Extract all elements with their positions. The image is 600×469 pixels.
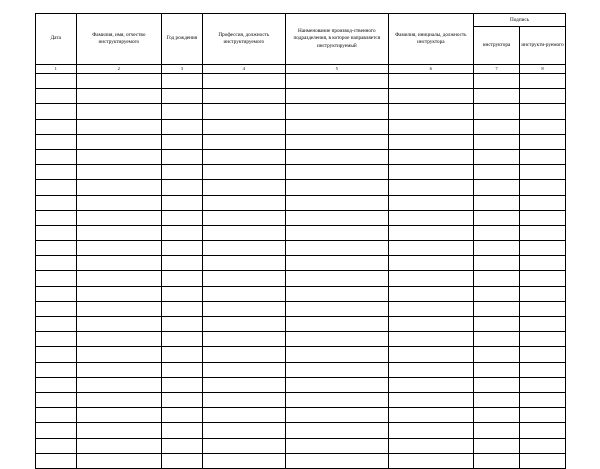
- cell-date[interactable]: [36, 256, 77, 271]
- cell-division[interactable]: [286, 438, 389, 453]
- cell-sign-instructor[interactable]: [474, 134, 520, 149]
- cell-date[interactable]: [36, 453, 77, 468]
- column-number-3: 3: [162, 65, 203, 74]
- table-row: [36, 392, 566, 407]
- cell-sign-instructed[interactable]: [519, 423, 565, 438]
- cell-fio[interactable]: [76, 256, 161, 271]
- cell-sign-instructed[interactable]: [519, 271, 565, 286]
- column-header-date: Дата: [36, 14, 77, 65]
- table-row: [36, 438, 566, 453]
- header-row-titles: [36, 14, 566, 27]
- cell-fio[interactable]: [76, 74, 161, 89]
- table-row: [36, 317, 566, 332]
- cell-birth-year[interactable]: [162, 392, 203, 407]
- cell-birth-year[interactable]: [162, 286, 203, 301]
- cell-division[interactable]: [286, 119, 389, 134]
- cell-division[interactable]: [286, 301, 389, 316]
- cell-sign-instructed[interactable]: [519, 301, 565, 316]
- cell-profession[interactable]: [202, 256, 285, 271]
- cell-birth-year[interactable]: [162, 362, 203, 377]
- cell-instructor[interactable]: [388, 165, 473, 180]
- cell-instructor[interactable]: [388, 438, 473, 453]
- cell-profession[interactable]: [202, 392, 285, 407]
- cell-division[interactable]: [286, 453, 389, 468]
- cell-birth-year[interactable]: [162, 134, 203, 149]
- cell-date[interactable]: [36, 271, 77, 286]
- cell-date[interactable]: [36, 89, 77, 104]
- cell-instructor[interactable]: [388, 453, 473, 468]
- cell-division[interactable]: [286, 347, 389, 362]
- cell-sign-instructor[interactable]: [474, 119, 520, 134]
- cell-sign-instructor[interactable]: [474, 89, 520, 104]
- cell-profession[interactable]: [202, 317, 285, 332]
- cell-fio[interactable]: [76, 362, 161, 377]
- cell-fio[interactable]: [76, 195, 161, 210]
- table-row: [36, 256, 566, 271]
- cell-division[interactable]: [286, 74, 389, 89]
- column-number-8: 8: [519, 65, 565, 74]
- cell-instructor[interactable]: [388, 423, 473, 438]
- cell-sign-instructed[interactable]: [519, 392, 565, 407]
- cell-profession[interactable]: [202, 104, 285, 119]
- column-header-profession: Профессия, должность инструктируемого: [202, 14, 285, 65]
- cell-profession[interactable]: [202, 210, 285, 225]
- cell-date[interactable]: [36, 377, 77, 392]
- cell-sign-instructed[interactable]: [519, 317, 565, 332]
- cell-date[interactable]: [36, 332, 77, 347]
- table-row: [36, 149, 566, 164]
- cell-sign-instructor[interactable]: [474, 423, 520, 438]
- cell-birth-year[interactable]: [162, 104, 203, 119]
- cell-birth-year[interactable]: [162, 74, 203, 89]
- cell-sign-instructor[interactable]: [474, 332, 520, 347]
- table-row: [36, 453, 566, 468]
- cell-fio[interactable]: [76, 332, 161, 347]
- cell-sign-instructor[interactable]: [474, 165, 520, 180]
- column-header-fio-instructed: Фамилия, имя, отчество инструктируемого: [76, 14, 161, 65]
- cell-sign-instructor[interactable]: [474, 408, 520, 423]
- cell-fio[interactable]: [76, 104, 161, 119]
- cell-date[interactable]: [36, 438, 77, 453]
- table-row: [36, 377, 566, 392]
- cell-sign-instructor[interactable]: [474, 241, 520, 256]
- column-header-division: Наименование производ-ственного подразделения, в которое направляется инструктируемый: [286, 14, 389, 65]
- cell-fio[interactable]: [76, 165, 161, 180]
- cell-division[interactable]: [286, 256, 389, 271]
- cell-sign-instructor[interactable]: [474, 104, 520, 119]
- cell-profession[interactable]: [202, 286, 285, 301]
- cell-birth-year[interactable]: [162, 149, 203, 164]
- cell-instructor[interactable]: [388, 377, 473, 392]
- cell-fio[interactable]: [76, 89, 161, 104]
- table-row: [36, 423, 566, 438]
- cell-instructor[interactable]: [388, 241, 473, 256]
- column-header-birth-year: Год рождения: [162, 14, 203, 65]
- table-row: [36, 195, 566, 210]
- cell-fio[interactable]: [76, 286, 161, 301]
- cell-sign-instructed[interactable]: [519, 89, 565, 104]
- cell-sign-instructor[interactable]: [474, 347, 520, 362]
- cell-profession[interactable]: [202, 165, 285, 180]
- cell-sign-instructor[interactable]: [474, 210, 520, 225]
- cell-profession[interactable]: [202, 362, 285, 377]
- cell-sign-instructor[interactable]: [474, 286, 520, 301]
- cell-division[interactable]: [286, 271, 389, 286]
- table-row: [36, 104, 566, 119]
- column-number-1: 1: [36, 65, 77, 74]
- cell-division[interactable]: [286, 180, 389, 195]
- cell-date[interactable]: [36, 362, 77, 377]
- cell-sign-instructed[interactable]: [519, 180, 565, 195]
- cell-date[interactable]: [36, 195, 77, 210]
- column-number-row: [36, 65, 566, 74]
- cell-sign-instructed[interactable]: [519, 438, 565, 453]
- cell-division[interactable]: [286, 104, 389, 119]
- cell-birth-year[interactable]: [162, 210, 203, 225]
- cell-profession[interactable]: [202, 180, 285, 195]
- cell-fio[interactable]: [76, 241, 161, 256]
- cell-birth-year[interactable]: [162, 180, 203, 195]
- cell-sign-instructed[interactable]: [519, 104, 565, 119]
- cell-division[interactable]: [286, 210, 389, 225]
- table-row: [36, 134, 566, 149]
- cell-birth-year[interactable]: [162, 89, 203, 104]
- cell-sign-instructed[interactable]: [519, 453, 565, 468]
- table-row: [36, 241, 566, 256]
- cell-division[interactable]: [286, 317, 389, 332]
- cell-instructor[interactable]: [388, 332, 473, 347]
- cell-fio[interactable]: [76, 423, 161, 438]
- cell-sign-instructor[interactable]: [474, 301, 520, 316]
- cell-division[interactable]: [286, 89, 389, 104]
- cell-sign-instructor[interactable]: [474, 225, 520, 240]
- cell-profession[interactable]: [202, 423, 285, 438]
- cell-fio[interactable]: [76, 377, 161, 392]
- cell-profession[interactable]: [202, 271, 285, 286]
- cell-instructor[interactable]: [388, 347, 473, 362]
- cell-sign-instructor[interactable]: [474, 392, 520, 407]
- cell-date[interactable]: [36, 392, 77, 407]
- cell-profession[interactable]: [202, 438, 285, 453]
- cell-instructor[interactable]: [388, 392, 473, 407]
- cell-date[interactable]: [36, 180, 77, 195]
- cell-instructor[interactable]: [388, 119, 473, 134]
- table-body: [36, 74, 566, 469]
- cell-birth-year[interactable]: [162, 195, 203, 210]
- cell-instructor[interactable]: [388, 271, 473, 286]
- cell-date[interactable]: [36, 119, 77, 134]
- cell-profession[interactable]: [202, 408, 285, 423]
- table-row: [36, 286, 566, 301]
- cell-division[interactable]: [286, 195, 389, 210]
- cell-fio[interactable]: [76, 210, 161, 225]
- cell-fio[interactable]: [76, 225, 161, 240]
- cell-date[interactable]: [36, 210, 77, 225]
- cell-instructor[interactable]: [388, 286, 473, 301]
- cell-profession[interactable]: [202, 195, 285, 210]
- cell-birth-year[interactable]: [162, 423, 203, 438]
- cell-birth-year[interactable]: [162, 165, 203, 180]
- cell-instructor[interactable]: [388, 89, 473, 104]
- cell-division[interactable]: [286, 377, 389, 392]
- cell-sign-instructed[interactable]: [519, 225, 565, 240]
- cell-birth-year[interactable]: [162, 453, 203, 468]
- cell-fio[interactable]: [76, 180, 161, 195]
- cell-sign-instructor[interactable]: [474, 195, 520, 210]
- cell-profession[interactable]: [202, 134, 285, 149]
- cell-sign-instructor[interactable]: [474, 74, 520, 89]
- cell-sign-instructor[interactable]: [474, 438, 520, 453]
- cell-birth-year[interactable]: [162, 241, 203, 256]
- cell-profession[interactable]: [202, 241, 285, 256]
- cell-sign-instructed[interactable]: [519, 241, 565, 256]
- cell-date[interactable]: [36, 317, 77, 332]
- table-row: [36, 180, 566, 195]
- cell-division[interactable]: [286, 241, 389, 256]
- cell-sign-instructor[interactable]: [474, 271, 520, 286]
- cell-sign-instructed[interactable]: [519, 195, 565, 210]
- table-row: [36, 74, 566, 89]
- cell-sign-instructed[interactable]: [519, 377, 565, 392]
- cell-division[interactable]: [286, 423, 389, 438]
- cell-profession[interactable]: [202, 149, 285, 164]
- cell-fio[interactable]: [76, 453, 161, 468]
- cell-sign-instructor[interactable]: [474, 180, 520, 195]
- cell-fio[interactable]: [76, 119, 161, 134]
- column-number-6: 6: [388, 65, 473, 74]
- cell-instructor[interactable]: [388, 362, 473, 377]
- cell-date[interactable]: [36, 301, 77, 316]
- cell-sign-instructor[interactable]: [474, 256, 520, 271]
- table-row: [36, 89, 566, 104]
- cell-division[interactable]: [286, 392, 389, 407]
- cell-birth-year[interactable]: [162, 438, 203, 453]
- column-header-signature-group: Подпись: [474, 14, 566, 27]
- cell-profession[interactable]: [202, 377, 285, 392]
- cell-instructor[interactable]: [388, 317, 473, 332]
- cell-fio[interactable]: [76, 408, 161, 423]
- cell-profession[interactable]: [202, 453, 285, 468]
- cell-fio[interactable]: [76, 392, 161, 407]
- column-number-7: 7: [474, 65, 520, 74]
- cell-birth-year[interactable]: [162, 301, 203, 316]
- column-header-signature-instructed: инструкти-руемого: [519, 27, 565, 65]
- cell-fio[interactable]: [76, 271, 161, 286]
- cell-division[interactable]: [286, 149, 389, 164]
- cell-sign-instructed[interactable]: [519, 408, 565, 423]
- cell-fio[interactable]: [76, 317, 161, 332]
- cell-date[interactable]: [36, 423, 77, 438]
- cell-birth-year[interactable]: [162, 317, 203, 332]
- cell-date[interactable]: [36, 134, 77, 149]
- cell-sign-instructor[interactable]: [474, 149, 520, 164]
- cell-sign-instructed[interactable]: [519, 256, 565, 271]
- column-number-4: 4: [202, 65, 285, 74]
- cell-birth-year[interactable]: [162, 377, 203, 392]
- cell-sign-instructed[interactable]: [519, 332, 565, 347]
- cell-date[interactable]: [36, 286, 77, 301]
- cell-instructor[interactable]: [388, 408, 473, 423]
- table-row: [36, 271, 566, 286]
- cell-fio[interactable]: [76, 438, 161, 453]
- cell-birth-year[interactable]: [162, 225, 203, 240]
- column-header-signature-instructor: инструктора: [474, 27, 520, 65]
- cell-date[interactable]: [36, 225, 77, 240]
- cell-division[interactable]: [286, 408, 389, 423]
- cell-profession[interactable]: [202, 119, 285, 134]
- cell-sign-instructed[interactable]: [519, 74, 565, 89]
- cell-date[interactable]: [36, 74, 77, 89]
- table-row: [36, 347, 566, 362]
- column-header-instructor: Фамилия, инициалы, должность инструктора: [388, 14, 473, 65]
- cell-profession[interactable]: [202, 89, 285, 104]
- column-number-2: 2: [76, 65, 161, 74]
- table-header: [36, 14, 566, 74]
- table-row: [36, 225, 566, 240]
- cell-profession[interactable]: [202, 225, 285, 240]
- cell-date[interactable]: [36, 104, 77, 119]
- table-row: [36, 165, 566, 180]
- table-row: [36, 362, 566, 377]
- cell-instructor[interactable]: [388, 180, 473, 195]
- cell-instructor[interactable]: [388, 74, 473, 89]
- cell-division[interactable]: [286, 225, 389, 240]
- table-row: [36, 119, 566, 134]
- table-row: [36, 210, 566, 225]
- cell-profession[interactable]: [202, 301, 285, 316]
- cell-birth-year[interactable]: [162, 119, 203, 134]
- cell-fio[interactable]: [76, 347, 161, 362]
- instruction-log-table: [35, 13, 566, 469]
- cell-birth-year[interactable]: [162, 332, 203, 347]
- cell-sign-instructed[interactable]: [519, 362, 565, 377]
- cell-date[interactable]: [36, 347, 77, 362]
- cell-sign-instructor[interactable]: [474, 377, 520, 392]
- cell-sign-instructed[interactable]: [519, 347, 565, 362]
- cell-division[interactable]: [286, 332, 389, 347]
- cell-sign-instructed[interactable]: [519, 149, 565, 164]
- table-row: [36, 332, 566, 347]
- cell-instructor[interactable]: [388, 195, 473, 210]
- cell-instructor[interactable]: [388, 104, 473, 119]
- table-row: [36, 408, 566, 423]
- cell-sign-instructed[interactable]: [519, 165, 565, 180]
- cell-sign-instructed[interactable]: [519, 286, 565, 301]
- cell-date[interactable]: [36, 149, 77, 164]
- cell-birth-year[interactable]: [162, 271, 203, 286]
- cell-profession[interactable]: [202, 74, 285, 89]
- cell-sign-instructor[interactable]: [474, 362, 520, 377]
- cell-instructor[interactable]: [388, 134, 473, 149]
- cell-profession[interactable]: [202, 347, 285, 362]
- cell-division[interactable]: [286, 134, 389, 149]
- cell-division[interactable]: [286, 165, 389, 180]
- cell-fio[interactable]: [76, 149, 161, 164]
- cell-date[interactable]: [36, 408, 77, 423]
- column-number-5: 5: [286, 65, 389, 74]
- cell-sign-instructed[interactable]: [519, 210, 565, 225]
- cell-division[interactable]: [286, 286, 389, 301]
- cell-birth-year[interactable]: [162, 347, 203, 362]
- cell-sign-instructor[interactable]: [474, 453, 520, 468]
- cell-sign-instructed[interactable]: [519, 134, 565, 149]
- cell-instructor[interactable]: [388, 149, 473, 164]
- cell-birth-year[interactable]: [162, 408, 203, 423]
- cell-sign-instructor[interactable]: [474, 317, 520, 332]
- cell-fio[interactable]: [76, 134, 161, 149]
- cell-instructor[interactable]: [388, 210, 473, 225]
- cell-instructor[interactable]: [388, 256, 473, 271]
- cell-profession[interactable]: [202, 332, 285, 347]
- cell-instructor[interactable]: [388, 225, 473, 240]
- cell-division[interactable]: [286, 362, 389, 377]
- cell-fio[interactable]: [76, 301, 161, 316]
- cell-birth-year[interactable]: [162, 256, 203, 271]
- cell-sign-instructed[interactable]: [519, 119, 565, 134]
- cell-instructor[interactable]: [388, 301, 473, 316]
- cell-date[interactable]: [36, 241, 77, 256]
- table-row: [36, 301, 566, 316]
- cell-date[interactable]: [36, 165, 77, 180]
